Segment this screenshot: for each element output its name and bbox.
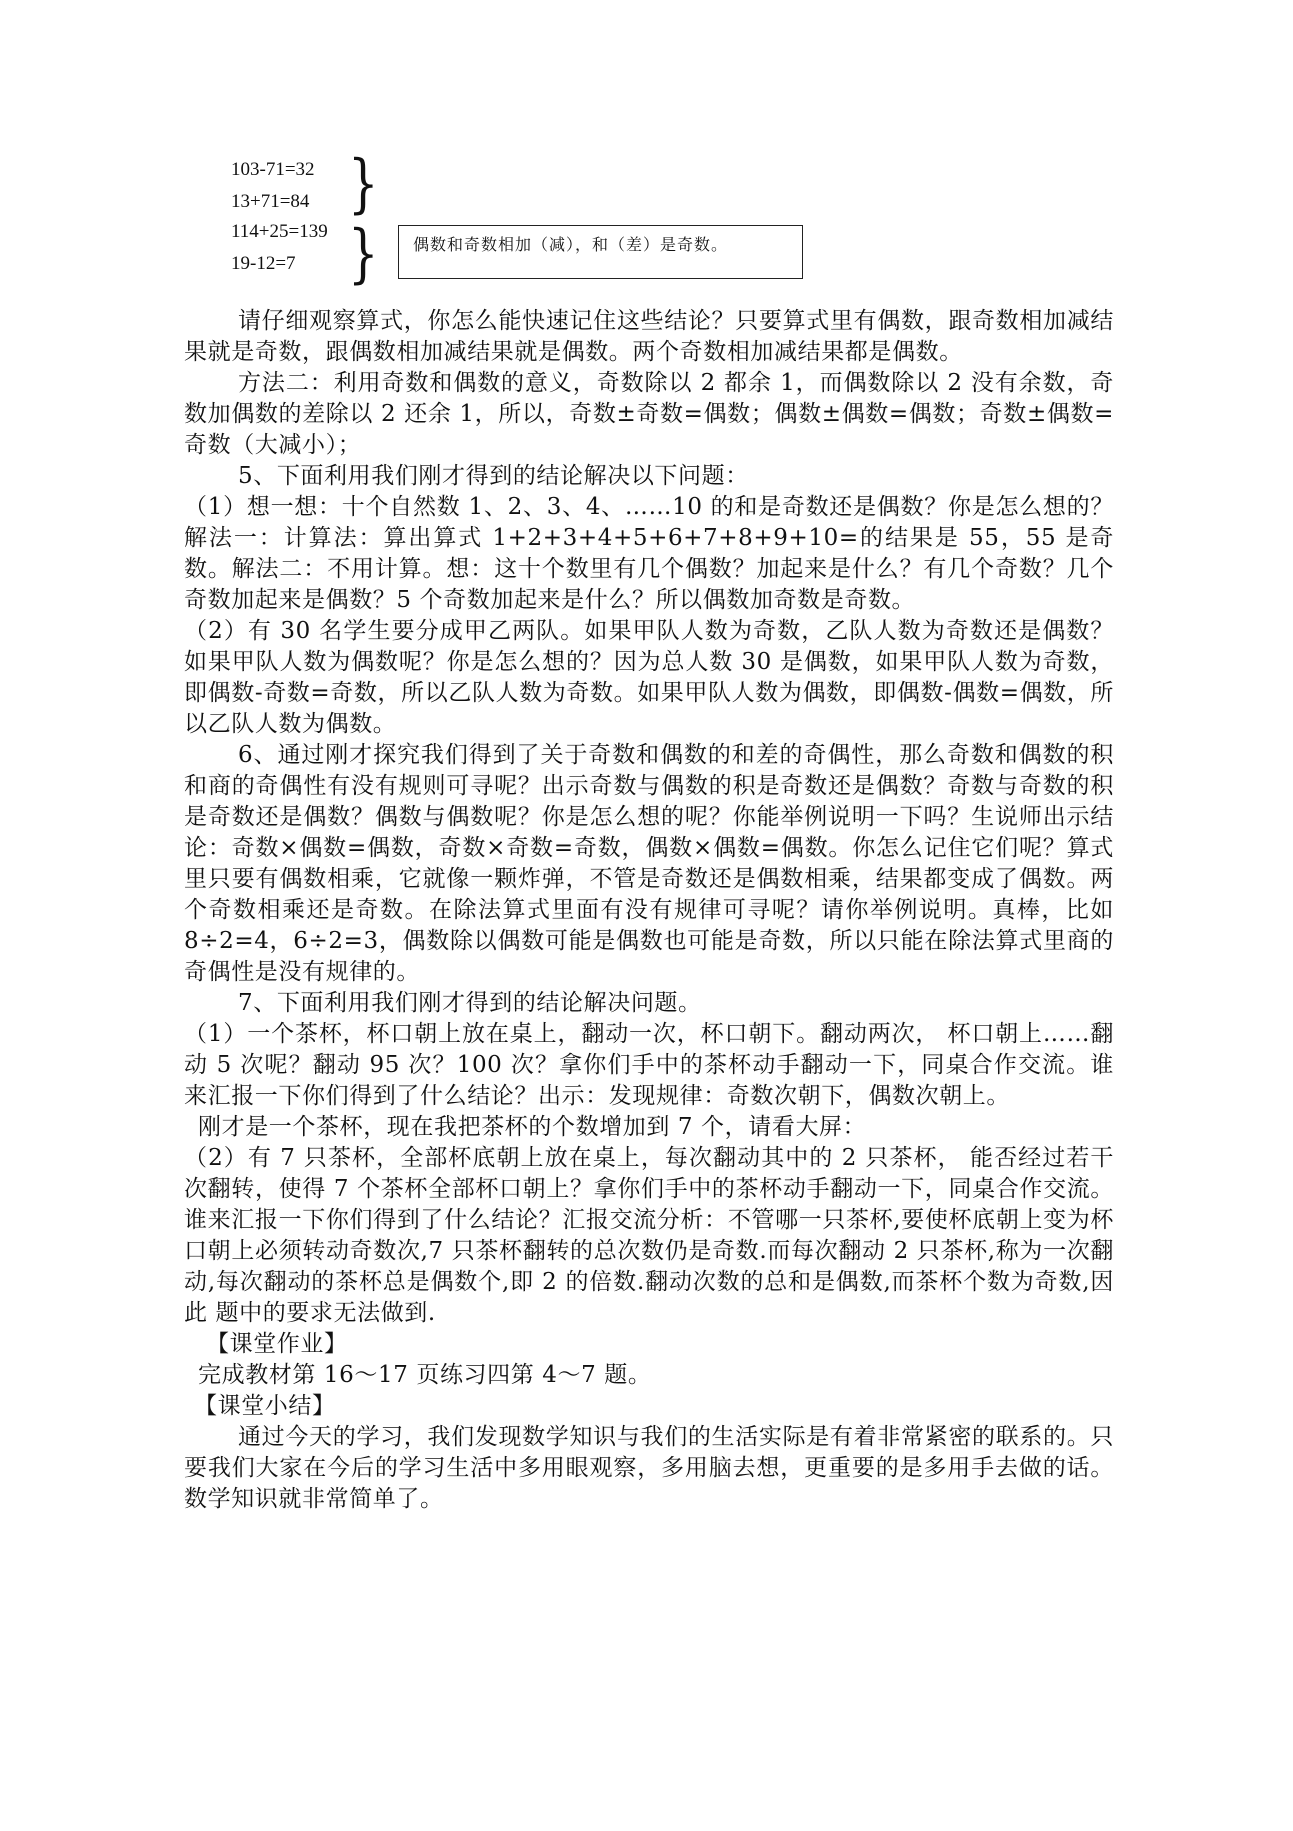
paragraph: 刚才是一个茶杯，现在我把茶杯的个数增加到 7 个，请看大屏： xyxy=(198,1114,867,1140)
right-brace-icon: } xyxy=(348,217,379,291)
section-heading: 【课堂小结】 xyxy=(194,1393,336,1419)
paragraph: （1）想一想：十个自然数 1、2、3、4、……10 的和是奇数还是偶数？你是怎么想的？解法一：计算法：算出算式 1+2+3+4+5+6+7+8+9+10=的结果是 55，55 是奇数。解法二：不用计算。想：这十个数里有几个偶数？加起来是什么？有几个奇数？几个奇数加起来是偶数？5 个奇数加起来是什么？所以偶数加奇数是奇数。 xyxy=(184,494,1114,613)
paragraph: 6、通过刚才探究我们得到了关于奇数和偶数的和差的奇偶性，那么奇数和偶数的积和商的奇偶性有没有规则可寻呢？出示奇数与偶数的积是奇数还是偶数？奇数与奇数的积是奇数还是偶数？偶数与偶数呢？你是怎么想的呢？你能举例说明一下吗？生说师出示结论：奇数×偶数=偶数，奇数×奇数=奇数，偶数×偶数=偶数。你怎么记住它们呢？算式里只要有偶数相乘，它就像一颗炸弹，不管是奇数还是偶数相乘，结果都变成了偶数。两个奇数相乘还是奇数。在除法算式里面有没有规律可寻呢？请你举例说明。真棒，比如 8÷2=4，6÷2=3，偶数除以偶数可能是偶数也可能是奇数，所以只能在除法算式里商的奇偶性是没有规律的。 xyxy=(184,742,1114,985)
body-text xyxy=(184,306,1114,1515)
paragraph: （2）有 30 名学生要分成甲乙两队。如果甲队人数为奇数，乙队人数为奇数还是偶数？如果甲队人数为偶数呢？你是怎么想的？因为总人数 30 是偶数，如果甲队人数为奇数，即偶数-奇数=奇数，所以乙队人数为奇数。如果甲队人数为偶数，即偶数-偶数=偶数，所以乙队人数为偶数。 xyxy=(184,618,1114,737)
equation-1: 103-71=32 xyxy=(231,159,315,180)
conclusion-box: 偶数和奇数相加（减），和（差）是奇数。 xyxy=(398,225,803,279)
equation-3: 114+25=139 xyxy=(231,221,328,242)
paragraph: 请仔细观察算式，你怎么能快速记住这些结论？只要算式里有偶数，跟奇数相加减结果就是奇数，跟偶数相加减结果就是偶数。两个奇数相加减结果都是偶数。 xyxy=(184,308,1114,365)
paragraph: （2）有 7 只茶杯，全部杯底朝上放在桌上，每次翻动其中的 2 只茶杯， 能否经过若干次翻转，使得 7 个茶杯全部杯口朝上？拿你们手中的茶杯动手翻动一下，同桌合作交流。谁来汇报一下你们得到了什么结论？汇报交流分析：不管哪一只茶杯,要使杯底朝上变为杯口朝上必须转动奇数次,7 只茶杯翻转的总次数仍是奇数.而每次翻动 2 只茶杯,称为一次翻动,每次翻动的茶杯总是偶数个,即 2 的倍数.翻动次数的总和是偶数,而茶杯个数为奇数,因此 题中的要求无法做到. xyxy=(184,1145,1114,1326)
right-brace-icon: } xyxy=(348,147,379,221)
section-heading: 【课堂作业】 xyxy=(206,1331,348,1357)
paragraph: （1）一个茶杯，杯口朝上放在桌上，翻动一次，杯口朝下。翻动两次， 杯口朝上……翻动 5 次呢？翻动 95 次？100 次？拿你们手中的茶杯动手翻动一下，同桌合作交流。谁来汇报一下你们得到了什么结论？出示：发现规律：奇数次朝下，偶数次朝上。 xyxy=(184,1021,1114,1109)
paragraph: 完成教材第 16～17 页练习四第 4～7 题。 xyxy=(198,1362,652,1388)
paragraph: 方法二：利用奇数和偶数的意义，奇数除以 2 都余 1，而偶数除以 2 没有余数，奇数加偶数的差除以 2 还余 1，所以，奇数±奇数=偶数；偶数±偶数=偶数；奇数±偶数=奇数（大减小）； xyxy=(184,370,1114,458)
paragraph: 7、下面利用我们刚才得到的结论解决问题。 xyxy=(238,990,702,1016)
paragraph: 5、下面利用我们刚才得到的结论解决以下问题： xyxy=(238,463,749,489)
equation-4: 19-12=7 xyxy=(231,253,296,274)
paragraph: 通过今天的学习，我们发现数学知识与我们的生活实际是有着非常紧密的联系的。只要我们大家在今后的学习生活中多用眼观察，多用脑去想，更重要的是多用手去做的话。数学知识就非常简单了。 xyxy=(184,1424,1114,1512)
equation-2: 13+71=84 xyxy=(231,191,310,212)
